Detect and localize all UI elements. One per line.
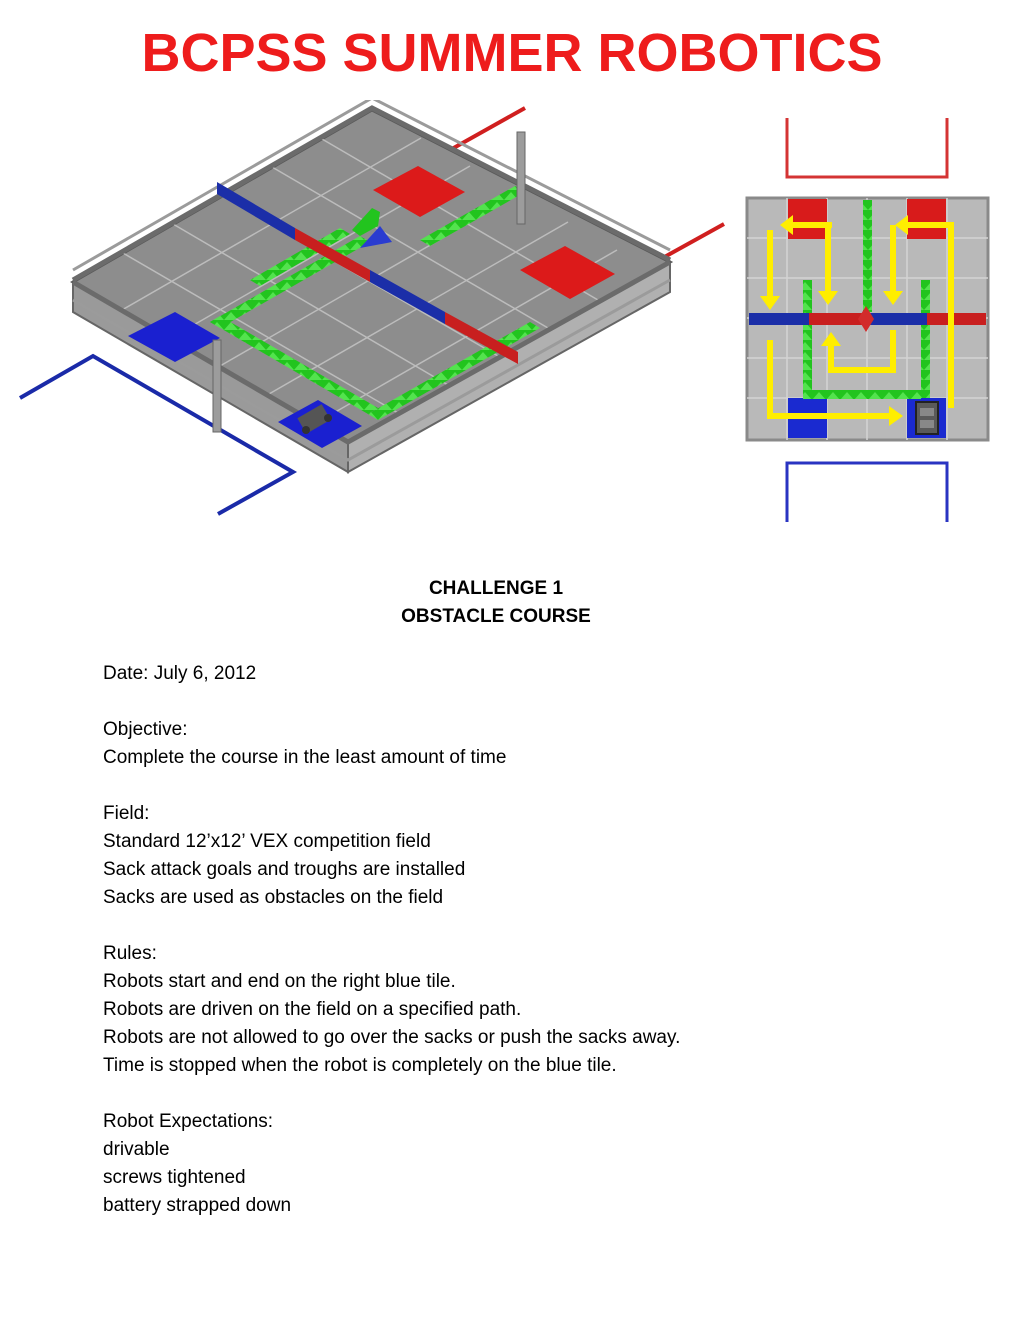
expectation-item: battery strapped down xyxy=(103,1195,292,1216)
red-tile xyxy=(907,199,946,239)
date-line: Date: July 6, 2012 xyxy=(103,663,257,684)
field-item: Sack attack goals and troughs are installed xyxy=(103,859,466,880)
red-tile xyxy=(788,199,827,239)
rule-item: Robots are not allowed to go over the sacks or push the sacks away. xyxy=(103,1027,681,1048)
top-down-field-view xyxy=(747,118,988,522)
rule-item: Robots start and end on the right blue tile. xyxy=(103,971,456,992)
field-item: Standard 12’x12’ VEX competition field xyxy=(103,831,431,852)
blue-zone-outline xyxy=(787,463,947,522)
red-zone-outline xyxy=(787,118,947,177)
rules-heading: Rules: xyxy=(103,943,157,964)
objective-text: Complete the course in the least amount of time xyxy=(103,747,507,768)
expectations-heading: Robot Expectations: xyxy=(103,1111,274,1132)
field-item: Sacks are used as obstacles on the field xyxy=(103,887,444,908)
robot-icon xyxy=(916,402,938,434)
objective-heading: Objective: xyxy=(103,719,188,740)
field-heading: Field: xyxy=(103,803,150,824)
rule-item: Time is stopped when the robot is completely on the blue tile. xyxy=(103,1055,617,1076)
isometric-field-view xyxy=(20,100,724,514)
rule-item: Robots are driven on the field on a specified path. xyxy=(103,999,522,1020)
expectation-item: drivable xyxy=(103,1139,170,1160)
challenge-number: CHALLENGE 1 xyxy=(428,578,564,599)
challenge-name: OBSTACLE COURSE xyxy=(401,606,591,627)
field-diagram xyxy=(0,100,1024,540)
expectation-item: screws tightened xyxy=(103,1167,246,1188)
page-title: BCPSS SUMMER ROBOTICS xyxy=(141,23,883,83)
challenge-details xyxy=(103,660,963,1220)
